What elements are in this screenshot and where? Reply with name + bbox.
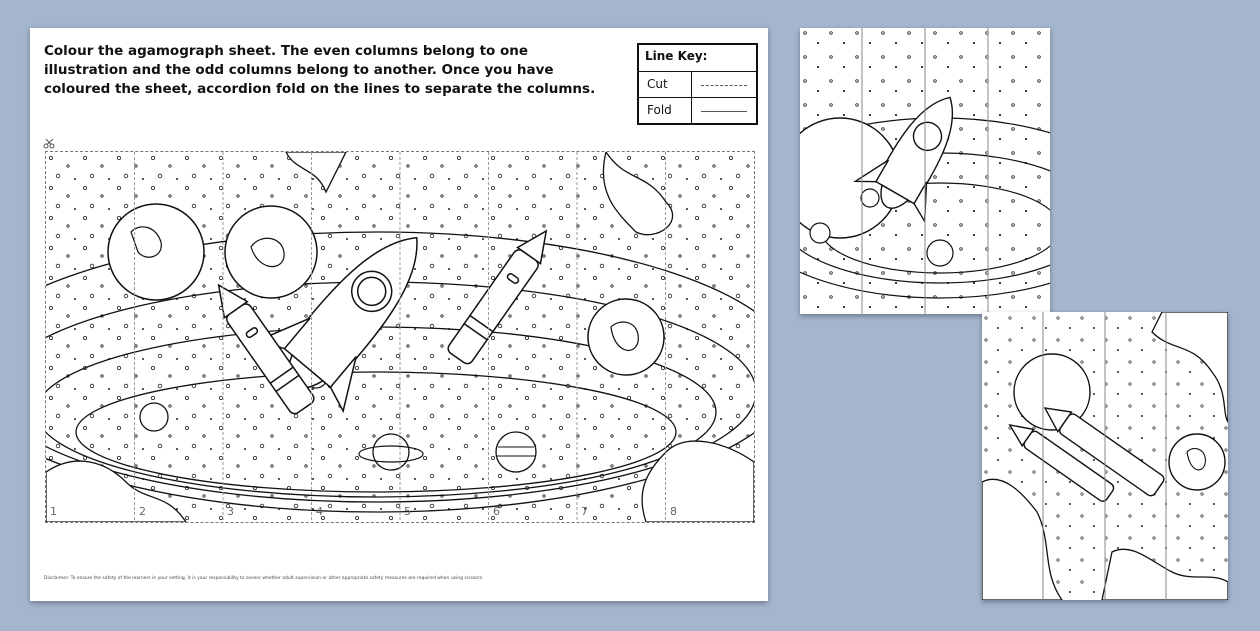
folded-rocket-illustration: [800, 28, 1050, 314]
line-key-cut-label: Cut: [647, 77, 668, 91]
line-key-cut-row: [639, 71, 756, 98]
folded-example-rocket: [800, 28, 1050, 314]
line-key-title: Line Key:: [645, 49, 708, 63]
column-number: 2: [139, 505, 146, 518]
cut-line-sample: [701, 85, 747, 86]
column-number: 6: [493, 505, 500, 518]
column-number: 7: [581, 505, 588, 518]
agamograph-worksheet: [30, 28, 768, 601]
column-number: 4: [316, 505, 323, 518]
column-number: 1: [50, 505, 57, 518]
column-number: 5: [404, 505, 411, 518]
folded-shuttle-illustration: [982, 312, 1228, 600]
folded-example-shuttle: [982, 312, 1228, 600]
column-number: 8: [670, 505, 677, 518]
instructions-text: Colour the agamograph sheet. The even columns belong to one illustration and the odd columns belong to another. Once you have coloured the sheet, accordion fold on the lines to separate the columns.: [44, 43, 596, 97]
line-key-box: [637, 43, 758, 125]
space-illustration: [46, 152, 754, 522]
scissors-icon: [43, 138, 57, 150]
fold-line-sample: [701, 111, 747, 112]
line-key-fold-row: [639, 97, 756, 124]
column-number: 3: [227, 505, 234, 518]
line-key-fold-label: Fold: [647, 103, 672, 117]
agamograph-strips: [45, 151, 755, 523]
disclaimer-text: Disclaimer: To ensure the safety of the learners in your setting, it is your responsibility to assess whether adult supervision or other appropriate safety measures are required when using scissors.: [44, 576, 484, 581]
